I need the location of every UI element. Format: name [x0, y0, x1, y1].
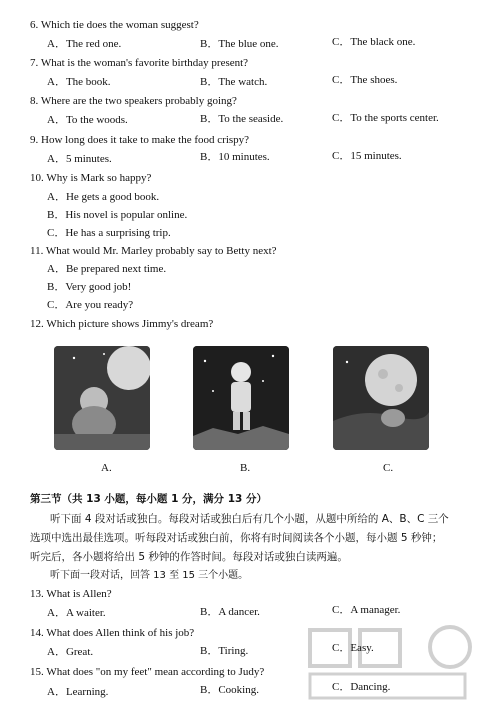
question-10: 10. Why is Mark so happy?: [30, 172, 152, 184]
section-3-instruction-line-3: 听完后，各小题将给出 5 秒钟的作答时间。每段对话或独白读两遍。: [30, 551, 348, 563]
option-6a[interactable]: A．The red one.: [47, 38, 122, 50]
picture-a-image: [54, 346, 150, 450]
option-13c[interactable]: C．A manager.: [332, 604, 401, 616]
section-3-sub-instruction: 听下面一段对话，回答 13 至 15 三个小题。: [50, 570, 249, 581]
question-7: 7. What is the woman's favorite birthday present?: [30, 57, 249, 69]
option-10c[interactable]: C．He has a surprising trip.: [47, 227, 171, 239]
picture-b[interactable]: [193, 346, 289, 450]
picture-c-label: C.: [383, 462, 394, 474]
option-6b[interactable]: B．The blue one.: [200, 38, 279, 50]
question-15: 15. What does "on my feet" mean according to Judy?: [30, 666, 265, 678]
option-7c[interactable]: C．The shoes.: [332, 74, 398, 86]
option-8c[interactable]: C．To the sports center.: [332, 112, 439, 124]
option-9c[interactable]: C．15 minutes.: [332, 150, 402, 162]
option-15a[interactable]: A．Learning.: [47, 686, 109, 698]
option-10a[interactable]: A．He gets a good book.: [47, 191, 160, 203]
option-9b[interactable]: B．10 minutes.: [200, 151, 270, 163]
option-15b[interactable]: B．Cooking.: [200, 684, 259, 696]
option-10b[interactable]: B．His novel is popular online.: [47, 209, 188, 221]
section-3-instruction-line-2: 选项中选出最佳选项。听每段对话或独白前，你将有时间阅读各个小题，每小题 5 秒钟；: [30, 532, 443, 544]
option-15c[interactable]: C．Dancing.: [332, 681, 391, 693]
option-11a[interactable]: A．Be prepared next time.: [47, 263, 167, 275]
question-11: 11. What would Mr. Marley probably say to Betty next?: [30, 245, 277, 257]
option-13a[interactable]: A．A waiter.: [47, 607, 106, 619]
option-11b[interactable]: B．Very good job!: [47, 281, 132, 293]
section-3-title: 第三节（共 13 小题，每小题 1 分，满分 13 分）: [30, 493, 267, 505]
question-12: 12. Which picture shows Jimmy's dream?: [30, 318, 214, 330]
question-14: 14. What does Allen think of his job?: [30, 627, 195, 639]
picture-a-label: A.: [101, 462, 112, 474]
option-9a[interactable]: A．5 minutes.: [47, 153, 112, 165]
picture-c-image: [333, 346, 429, 450]
picture-b-image: [193, 346, 289, 450]
picture-c[interactable]: [333, 346, 429, 450]
picture-a[interactable]: [54, 346, 150, 450]
section-3-instruction-line-1: 听下面 4 段对话或独白。每段对话或独白后有几个小题，从题中所给的 A、B、C 三个: [50, 513, 449, 525]
option-7b[interactable]: B．The watch.: [200, 76, 268, 88]
option-7a[interactable]: A．The book.: [47, 76, 111, 88]
question-13: 13. What is Allen?: [30, 588, 112, 600]
question-8: 8. Where are the two speakers probably going?: [30, 95, 237, 107]
question-6: 6. Which tie does the woman suggest?: [30, 19, 199, 31]
option-11c[interactable]: C．Are you ready?: [47, 299, 134, 311]
picture-b-label: B.: [240, 462, 251, 474]
option-14a[interactable]: A．Great.: [47, 646, 94, 658]
option-14b[interactable]: B．Tiring.: [200, 645, 249, 657]
option-8b[interactable]: B．To the seaside.: [200, 113, 284, 125]
option-8a[interactable]: A．To the woods.: [47, 114, 128, 126]
question-9: 9. How long does it take to make the food crispy?: [30, 134, 250, 146]
option-13b[interactable]: B．A dancer.: [200, 606, 260, 618]
option-6c[interactable]: C．The black one.: [332, 36, 416, 48]
option-14c[interactable]: C．Easy.: [332, 642, 374, 654]
